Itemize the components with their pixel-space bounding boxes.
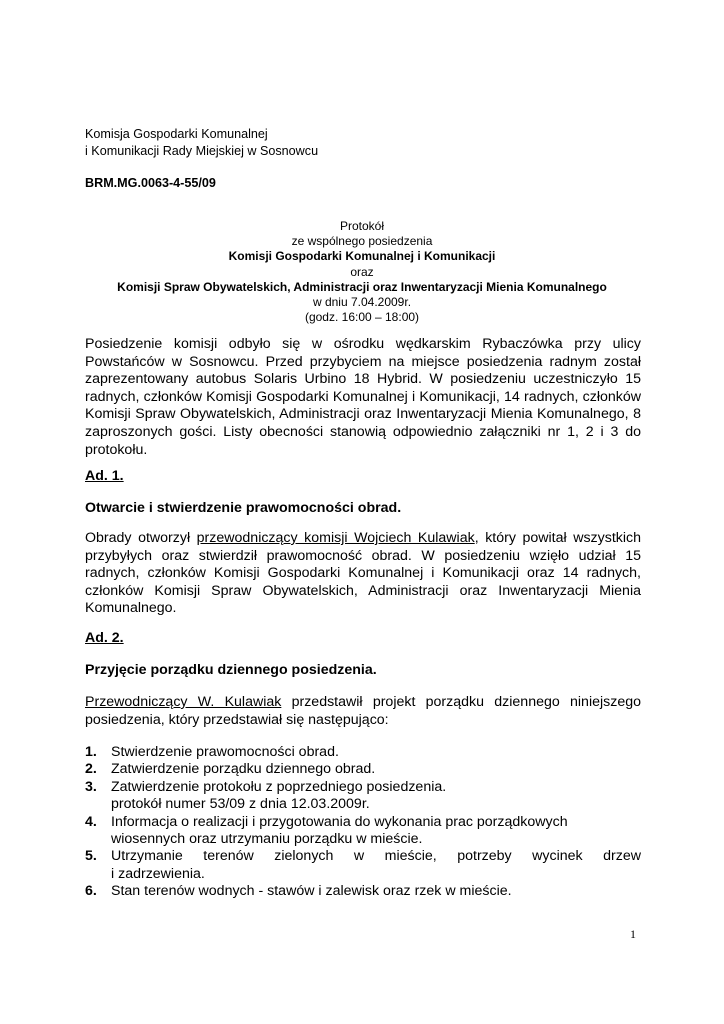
ad1-paragraph xyxy=(85,530,641,618)
agenda-item-subtext: i zadrzewienia. xyxy=(111,865,205,882)
ad1-title: Otwarcie i stwierdzenie prawomocności obrad. xyxy=(85,500,402,516)
ad2-heading: Ad. 2. xyxy=(85,630,124,646)
issuer-header xyxy=(85,126,318,160)
ad1-text-before: Obrady otworzył xyxy=(85,530,197,546)
reference-number: BRM.MG.0063-4-55/09 xyxy=(85,176,216,190)
committee-2-name: Komisji Spraw Obywatelskich, Administracji oraz Inwentaryzacji Mienia Komunalnego xyxy=(117,279,607,294)
title-block xyxy=(85,219,639,325)
agenda-item-number: 3. xyxy=(85,778,97,795)
agenda-item xyxy=(85,883,641,900)
agenda-item xyxy=(85,848,641,883)
agenda-item-text: Stwierdzenie prawomocności obrad. xyxy=(111,744,339,760)
agenda-list xyxy=(85,744,641,901)
ad2-chair-name: Przewodniczący W. Kulawiak xyxy=(85,694,282,710)
agenda-item-number: 6. xyxy=(85,883,97,900)
meeting-date: w dniu 7.04.2009r. xyxy=(312,295,412,310)
agenda-item-text: Stan terenów wodnych - stawów i zalewisk oraz rzek w mieście. xyxy=(111,883,512,900)
agenda-item-text: Zatwierdzenie protokołu z poprzedniego posiedzenia. xyxy=(111,778,447,795)
agenda-item-number: 4. xyxy=(85,813,97,830)
agenda-item-subtext: protokół numer 53/09 z dnia 12.03.2009r. xyxy=(111,796,370,813)
ad2-title: Przyjęcie porządku dziennego posiedzenia. xyxy=(85,662,377,678)
agenda-item xyxy=(85,761,641,778)
intro-paragraph: Posiedzenie komisji odbyło się w ośrodku wędkarskim Rybaczówka przy ulicy Powstańców w Sosnowcu. Przed przybyciem na miejsce posiedzenia radnym został zaprezentowany autobus Solaris Urbino 18 Hybrid. W posiedzeniu uczestniczyło 15 radnych, członków Komisji Gospodarki Komunalnej i Komunikacji, 14 radnych, członków Komisji Spraw Obywatelskich, Administracji oraz Inwentaryzacji Mienia Komunalnego, 8 zaproszonych gości. Listy obecności stanowią odpowiednio załączniki nr 1, 2 i 3 do protokołu. xyxy=(85,336,641,458)
page-number: 1 xyxy=(630,927,636,941)
agenda-item xyxy=(85,814,641,849)
ad2-text-after: przedstawił projekt porządku dziennego niniejszego posiedzenia, który przedstawiał się następująco: xyxy=(85,694,641,728)
agenda-item-number: 5. xyxy=(85,848,97,865)
ad1-chair-name: przewodniczący komisji Wojciech Kulawiak xyxy=(196,530,475,546)
agenda-item-text: Zatwierdzenie porządku dziennego obrad. xyxy=(111,761,376,778)
committee-1-name: Komisji Gospodarki Komunalnej i Komunikacji xyxy=(228,249,496,264)
protocol-title: Protokół xyxy=(339,219,385,233)
title-line-2: ze wspólnego posiedzenia xyxy=(291,234,433,249)
agenda-item-subtext: wiosennych oraz utrzymaniu porządku w mieście. xyxy=(111,831,423,848)
ad2-paragraph xyxy=(85,694,641,729)
ad1-heading: Ad. 1. xyxy=(85,468,124,484)
agenda-item-number: 2. xyxy=(85,761,97,778)
agenda-item-number: 1. xyxy=(85,744,97,760)
issuer-line-1: Komisja Gospodarki Komunalnej xyxy=(85,127,268,141)
title-conjunction: oraz xyxy=(350,264,374,279)
agenda-item-text: Informacja o realizacji i przygotowania do wykonania prac porządkowych xyxy=(111,813,568,830)
agenda-item-text: Utrzymanie terenów zielonych w mieście, potrzeby wycinek drzew xyxy=(111,848,641,865)
agenda-item xyxy=(85,779,641,814)
ad1-text-after: , który powitał wszystkich przybyłych oraz stwierdził prawomocność obrad. W posiedzeniu wzięło udział 15 radnych, członków Komisji Gospodarki Komunalnej i Komunikacji oraz 14 radnych, członków Komisji Spraw Obywatelskich, Administracji oraz Inwentaryzacji Mienia Komunalnego. xyxy=(85,530,642,617)
meeting-time: (godz. 16:00 – 18:00) xyxy=(304,310,420,325)
agenda-item xyxy=(85,744,641,761)
issuer-line-2: i Komunikacji Rady Miejskiej w Sosnowcu xyxy=(85,144,319,158)
